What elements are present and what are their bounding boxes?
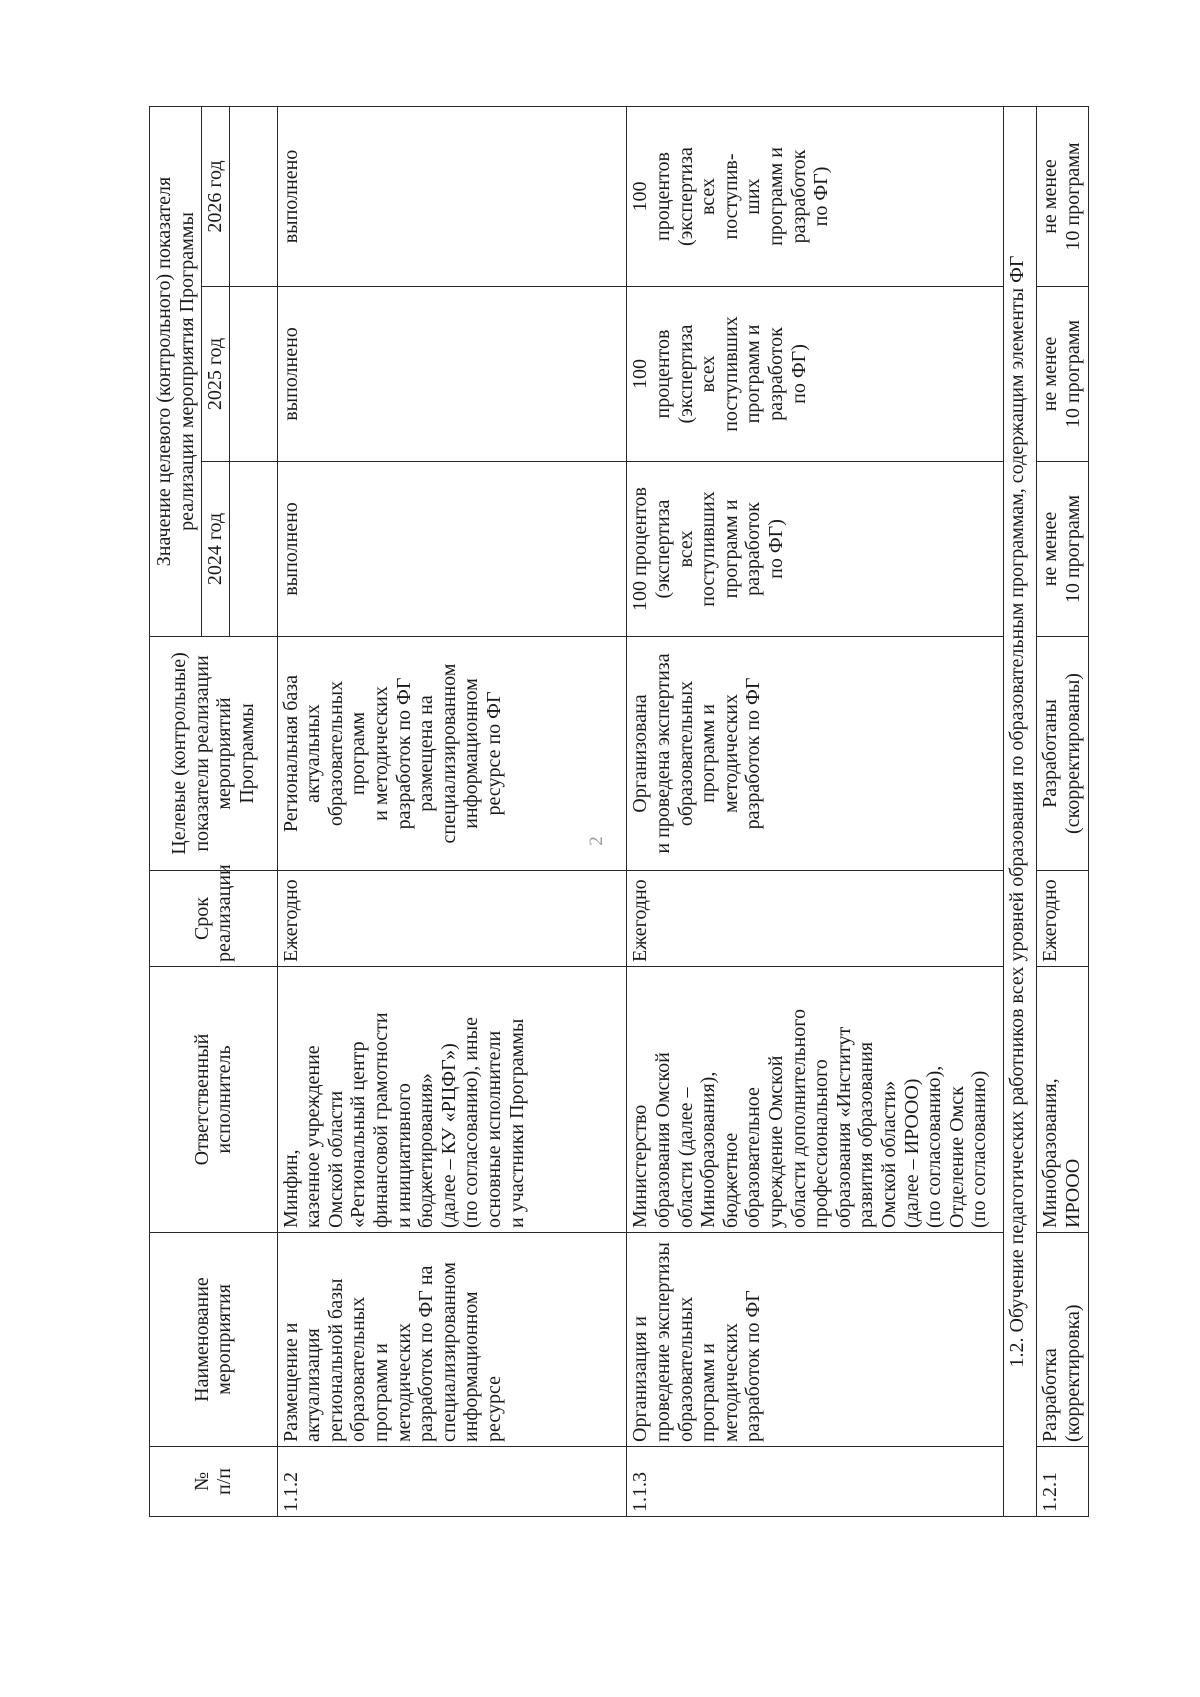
row-term: Ежегодно	[1037, 871, 1089, 967]
header-num: № п/п	[150, 1447, 278, 1517]
row-term: Ежегодно	[627, 871, 1004, 967]
row-value-2025: выполнено	[277, 287, 627, 462]
header-name: Наименование мероприятия	[150, 1233, 278, 1447]
header-spacer-cell	[229, 287, 277, 462]
table-row	[627, 107, 1004, 1517]
table-row	[277, 107, 627, 1517]
row-num: 1.1.2	[277, 1447, 627, 1517]
row-value-2024: 100 процентов (экспертиза всех поступивших программ и разработок по ФГ)	[627, 462, 1004, 637]
row-term: Ежегодно	[277, 871, 627, 967]
program-activities-table	[149, 106, 1089, 1517]
row-name: Разработка (корректировка)	[1037, 1233, 1089, 1447]
row-indicator: Региональная база актуальных образовательных программ и методических разработок по ФГ размещена на специализированном информационном ресурсе по ФГ	[277, 637, 627, 871]
header-year-2024: 2024 год	[202, 462, 230, 637]
row-name: Размещение и актуализация региональной базы образовательных программ и методических разработок по ФГ на специализированном информационном ресурсе	[277, 1233, 627, 1447]
row-value-2024: выполнено	[277, 462, 627, 637]
row-value-2026: выполнено	[277, 107, 627, 287]
row-value-2025: 100 процентов (экспертиза всех поступивших программ и разработок по ФГ)	[627, 287, 1004, 462]
row-value-2026: не менее 10 программ	[1037, 107, 1089, 287]
row-name: Организация и проведение экспертизы образовательных программ и методических разработок по ФГ	[627, 1233, 1004, 1447]
header-year-2026: 2026 год	[202, 107, 230, 287]
row-value-2025: не менее 10 программ	[1037, 287, 1089, 462]
row-value-2026: 100 процентов (экспертиза всех поступив- ших программ и разработок по ФГ)	[627, 107, 1004, 287]
row-num: 1.1.3	[627, 1447, 1004, 1517]
page-number: 2	[585, 836, 607, 846]
header-values-group: Значение целевого (контрольного) показателя реализации мероприятия Программы	[150, 107, 202, 637]
row-executor: Минобразования, ИРООО	[1037, 967, 1089, 1233]
row-indicator: Разработаны (скорректированы)	[1037, 637, 1089, 871]
header-spacer-cell	[229, 462, 277, 637]
row-num: 1.2.1	[1037, 1447, 1089, 1517]
section-title: 1.2. Обучение педагогических работников всех уровней образования по образовательным программам, содержащим элементы ФГ	[1004, 107, 1037, 1517]
row-indicator: Организована и проведена экспертиза образовательных программ и методических разработок по ФГ	[627, 637, 1004, 871]
header-year-2025: 2025 год	[202, 287, 230, 462]
header-executor: Ответственный исполнитель	[150, 967, 278, 1233]
row-value-2024: не менее 10 программ	[1037, 462, 1089, 637]
row-executor: Минфин, казенное учреждение Омской области «Региональный центр финансовой грамотности и инициативного бюджетирования» (далее – КУ «РЦФГ») (по согласованию), иные основные исполнители и участники Программы	[277, 967, 627, 1233]
row-executor: Министерство образования Омской области (далее – Минобразования), бюджетное образовательное учреждение Омской области дополнительного профессионального образования «Институт развития образования Омской области» (далее – ИРООО) (по согласованию), Отделение Омск (по согласованию)	[627, 967, 1004, 1233]
header-row-1	[150, 107, 202, 1517]
rotated-table-container	[149, 107, 1089, 1517]
section-heading-row	[1004, 107, 1037, 1517]
header-term: Срок реализации	[150, 871, 278, 967]
table-row	[1037, 107, 1089, 1517]
header-spacer-cell	[229, 107, 277, 287]
header-indicators: Целевые (контрольные) показатели реализации мероприятий Программы	[150, 637, 278, 871]
